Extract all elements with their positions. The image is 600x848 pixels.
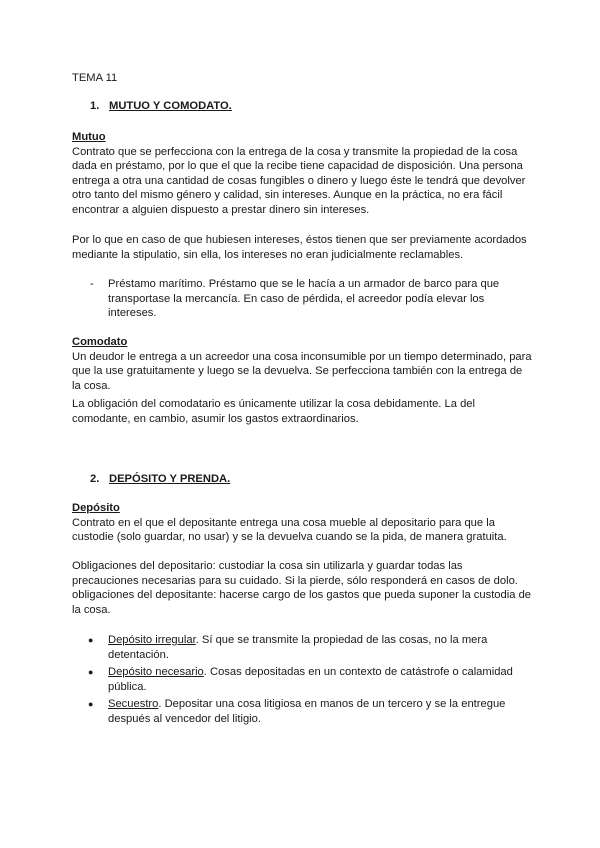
mutuo-paragraph-1: Contrato que se perfecciona con la entrega de la cosa y transmite la propiedad de la cosa dada en préstamo, por lo que el que la recibe tiene capacidad de disposición. Una persona entrega a otra una cantidad de cosas fungibles o dinero y luego éste le tendrá que devolver otro tanto del mismo género y calidad, sin intereses. Aunque en la práctica, no era fácil encontrar a alguien dispuesto a prestar dinero sin intereses. (72, 145, 526, 216)
bullet-mark: ● (88, 635, 94, 645)
bullet-mark: ● (88, 667, 94, 678)
bullet-text (108, 697, 532, 726)
deposito-heading: Depósito (72, 502, 120, 514)
comodato-heading: Comodato (72, 336, 128, 348)
list-item (88, 697, 532, 726)
list-item (88, 665, 532, 694)
bullet-term: Depósito necesario (108, 666, 204, 679)
bullet-text (108, 665, 532, 694)
section-1-heading (90, 99, 232, 114)
deposito-obligations-block (72, 559, 532, 617)
list-item (88, 633, 532, 662)
bullet-term: Depósito irregular (108, 634, 196, 646)
comodato-paragraph-2: La obligación del comodatario es únicamente utilizar la cosa debidamente. La del comodante, en cambio, asumir los gastos extraordinarios. (72, 398, 476, 425)
deposito-paragraph-1: Contrato en el que el depositante entrega una cosa mueble al depositario para que la custodie (solo guardar, no usar) y se la devuelva cuando se la pida, de manera gratuita. (72, 516, 507, 544)
mutuo-paragraph-2: Por lo que en caso de que hubiesen intereses, éstos tienen que ser previamente acordados mediante la stipulatio, sin ella, los intereses no eran judicialmente reclamables. (72, 234, 527, 261)
dash-mark: - (90, 278, 94, 290)
deposito-bullet-list (88, 633, 532, 727)
comodato-block (72, 335, 532, 427)
bullet-mark: ● (88, 699, 94, 710)
section-2-number: 2. (90, 473, 100, 485)
bullet-description: . Cosas depositadas en un contexto de catástrofe o calamidad pública. (108, 666, 513, 693)
bullet-description: . Depositar una cosa litigiosa en manos de un tercero y se la entregue después al vencedor del litigio. (108, 698, 506, 725)
mutuo-block (72, 130, 532, 218)
mutuo-paragraph-2-block (72, 233, 532, 262)
deposito-paragraph-3: obligaciones del depositante: hacerse cargo de los gastos que pueda suponer la custodia de la cosa. (72, 589, 532, 616)
bullet-term: Secuestro (108, 698, 159, 711)
deposito-paragraph-2: Obligaciones del depositario: custodiar la cosa sin utilizarla y guardar todas las precauciones necesarias para su cuidado. Si la pierde, sólo responderá en casos de dolo. (72, 560, 518, 587)
section-2-heading (90, 472, 230, 487)
section-1-title: MUTUO Y COMODATO. (109, 100, 232, 112)
section-1-number: 1. (90, 100, 100, 112)
topic-title: TEMA 11 (72, 72, 118, 84)
mutuo-dash-list (90, 277, 530, 321)
list-item (90, 277, 530, 321)
mutuo-heading: Mutuo (72, 131, 106, 143)
comodato-paragraph-1: Un deudor le entrega a un acreedor una cosa inconsumible por un tiempo determinado, para que la use gratuitamente y luego se la devuelva. Se perfecciona también con la entrega de la cosa. (72, 350, 532, 392)
bullet-description: . Sí que se transmite la propiedad de las cosas, no la mera detentación. (108, 634, 488, 661)
section-2-title: DEPÓSITO Y PRENDA. (109, 473, 231, 485)
prestamo-maritimo-text: Préstamo marítimo. Préstamo que se le hacía a un armador de barco para que transportase la mercancía. En caso de pérdida, el acreedor podía elevar los intereses. (108, 278, 500, 320)
deposito-block (72, 501, 532, 545)
bullet-text (108, 633, 532, 662)
